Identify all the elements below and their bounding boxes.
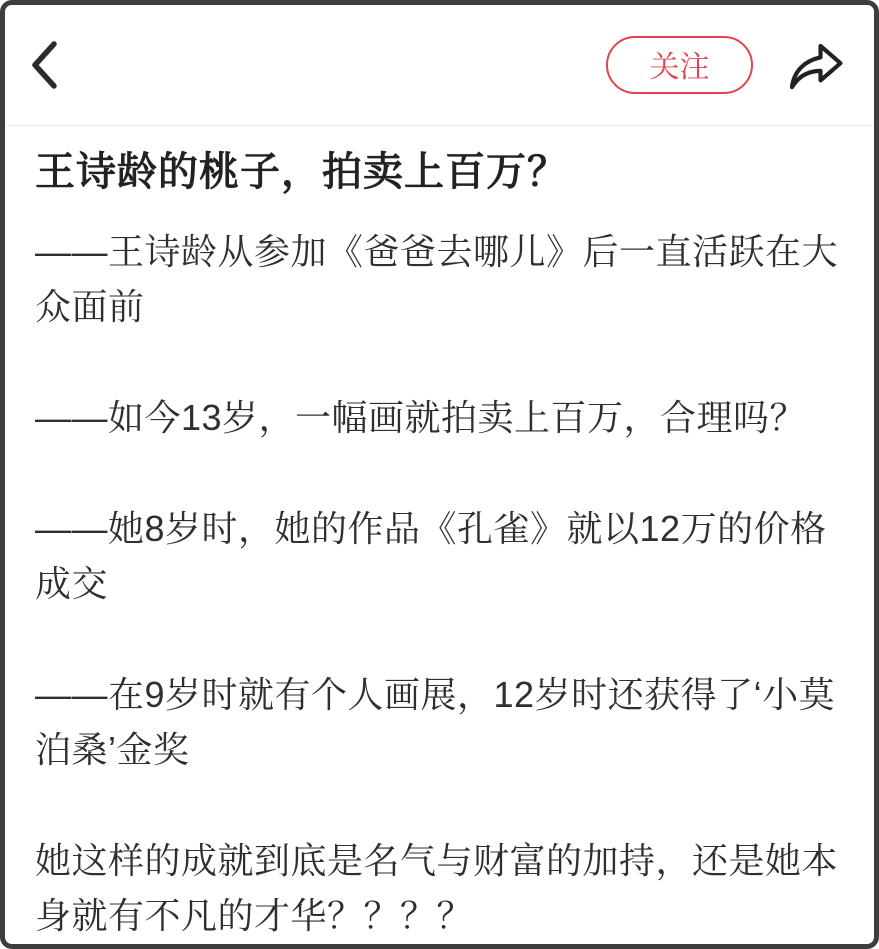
article-paragraph: ——在9岁时就有个人画展，12岁时还获得了‘小莫泊桑’金奖 [35,674,836,770]
article-title: 王诗龄的桃子，拍卖上百万？ [35,150,568,194]
share-forward-arrow-icon [787,35,845,95]
article-paragraph: ——如今13岁，一幅画就拍卖上百万，合理吗？ [35,397,807,438]
share-button[interactable] [787,34,845,96]
follow-button-label: 关注 [649,50,710,84]
article-header [5,5,874,126]
article-body [5,126,874,943]
article-paragraph: ——王诗龄从参加《爸爸去哪儿》后一直活跃在大众面前 [35,231,839,327]
back-button[interactable] [31,37,71,93]
follow-button[interactable] [606,36,753,94]
article-paragraph: ——她8岁时，她的作品《孔雀》就以12万的价格成交 [35,508,827,604]
article-paragraph: 她这样的成就到底是名气与财富的加持，还是她本身就有不凡的才华？？？？ [35,840,839,936]
chevron-left-icon [31,40,58,90]
